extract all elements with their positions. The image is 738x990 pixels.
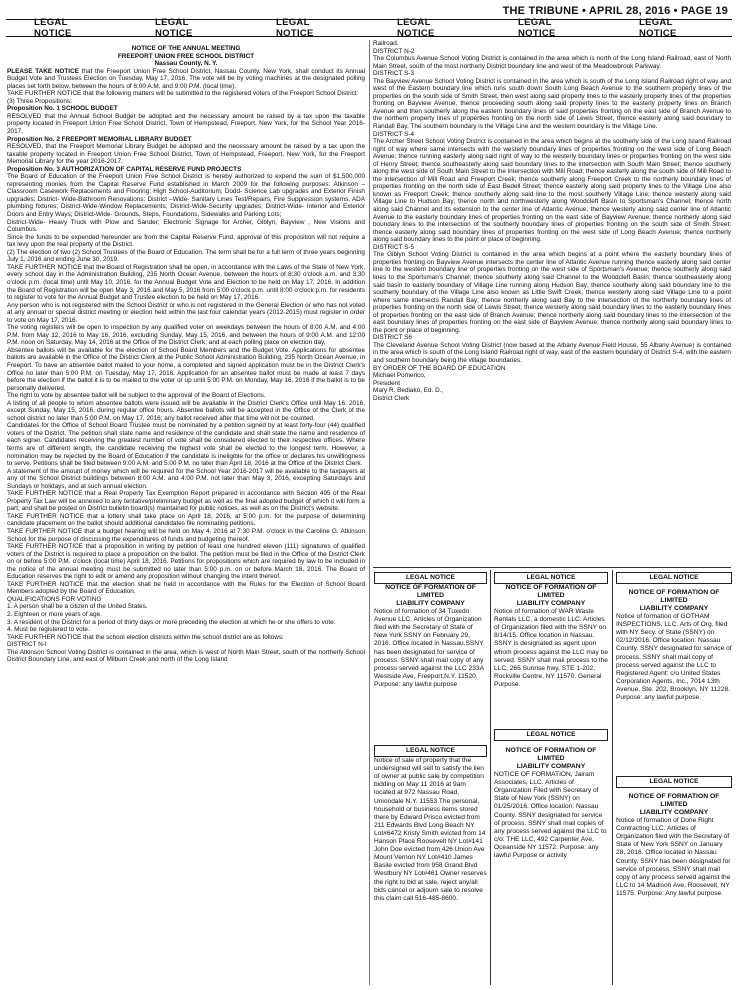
notice-body: Notice of formation of GOTHAM INSPECTIONS, LLC. Arts of Org. filed with NY Secy. of State (SSNY) on 02/12/2016. Office location: Nassau County. SSNY designated for service of process. SSNY shall mail copy of process served against the LLC to Registered Agent: c/o United States Corporation Agents, Inc., 7014 13th Avenue, Ste. 202, Brooklyn, NY 11228. Purpose: any lawful purpose.: [616, 613, 732, 702]
notice-paragraph: TAKE FURTHER NOTICE that the Board of Registration shall be open, in accordance with the Laws of the State of New York, every school day in the Administration Building, 235 North Ocean Avenue, between the hours of 8:30 o'clock a.m. and 3:30 o'clock p.m. (local time) until May 10, 2016, for the Annual Budget Vote and Election to be held on May 17, 2016. In addition the Board of Registration will be open May 3, 2016 and May 5, 2016 from 5:00 o'clock p.m. until 8:00 o'clock p.m. for residents to register to vote for the Annual Budget and Trustee election to be held on May 17, 2016.: [7, 263, 365, 302]
notice-paragraph: TAKE FURTHER NOTICE that a proposition in writing by petition of least one hundred eleven (111) signatures of qualified voters of the District is required to place a proposition on the ballot. The petition must be filed in the Office of the District Clerk on or before 5:00 P.M. o'clock (local time) April 18, 2016. Petitions for propositions which are required by law to be included in the notice of the annual meeting must be submitted no later than 5:00 p.m. on or before March 18, 2016. The Board of Education reserves the right to edit or amend any proposition without changing the intent thereof.: [7, 543, 365, 581]
notice-body: Notice of sale of property that the undersigned will sell to satisfy the lien of owner at public sale by competition bidding on May 11 2016 at 9am located at 972 Nassau Road, Uniondale N.Y. 11553 The personal, household or business items stored there by Edward Prisco evicted from 211 Edwards Blvd Long Beach NY Lot#6472 Kristy Smith evicted from 14 Hanson Place Roosevelt NY Lot#141 John Doe evicted from 426 Union Ave Mount Vernon NY Lot#410 James Basile evicted from 958 Grand Blvd Westbury NY Lot#461 Owner reserves the right to bid at sale, reject any/all bids cancel or adjourn sale to resolve this claim call 516-485-8600.: [374, 757, 487, 902]
notice-paragraph: Mary R. Bediako, Ed. D.,: [373, 387, 444, 395]
notice-title: NOTICE OF FORMATION OF LIMITED: [505, 747, 597, 763]
notice-paragraph: DISTRICT S-5: [373, 243, 415, 251]
notice-subheading: FREEPORT UNION FREE SCHOOL DISTRICT: [117, 52, 255, 60]
legal-notice-llc-34-tuxedo: [374, 572, 487, 737]
notice-paragraph: Candidates for the Office of School Board Trustee must be nominated by a petition signed by at least forty-four (44) qualified voters of the District. The petition shall state name and residence of the candidate and shall state the name and residence of each signer. Candidates receiving the greatest number of vote shall be considered elected to their respective offices. Where terms are of different length, the candidate receiving the highest vote shall be elected to the longest term. However, a nomination may be rejected by the Board of Education if the candidate is ineligible for the office or declares his unwillingness to serve. Petitions shall be filed between 9:00 A.M. and 5:00 P.M. no later than April 18, 2016 at the Office of the District Clerk.: [7, 422, 365, 468]
notice-paragraph: Since the funds to be expended hereunder are from the Capital Reserve Fund, approval of this proposition will not require a tax levy upon the real property of the District.: [7, 233, 365, 249]
notice-title: LIABILITY COMPANY: [639, 809, 709, 817]
notice-paragraph: TAKE FURTHER NOTICE that the school election districts within the school district are as follows:: [7, 633, 284, 641]
legal-notice-jairam: [494, 729, 608, 939]
notice-paragraph: The Cleveland Avenue School Voting District (now based at the Albany Avenue Field House, 55 Albany Avenue) is contained in the area which is south of the Long Island Railroad right of way, east of the eastern boundary of District S-4, with the eastern and southern boundary being the village boundaries.: [373, 341, 731, 364]
notice-paragraph: The Columbus Avenue School Voting District is contained in the area which is north of the Long Island Railroad, east of North Main Street, south of the most northerly District boundary line and west of the Meadowbrook Parkway.: [373, 55, 731, 70]
notice-paragraph: President: [373, 379, 400, 387]
notice-paragraph: DISTRICT N-I: [7, 641, 47, 649]
notice-paragraph: DISTRICT S6: [373, 334, 412, 342]
notice-paragraph: Absentee ballots will be available for the election of School Board Members and the Budget Vote. Applications for absentee ballots are available in the Office of the District Clerk at the Public School Administration Building, 235 North Ocean Avenue, in Freeport. To have an absentee ballot mailed to your home, a completed and signed application must be in the District Clerk's Office no later than 5:00 P.M. on Tuesday, May 17, 2016. Application for an absentee ballot must be made at least 7 days before the election if the ballot it is to be mailed to the voter or up until 5:00 P.M. on Monday, May 16, 2016 if the ballot is to be personally delivered.: [7, 346, 365, 392]
notice-body: NOTICE OF FORMATION, Jairam Associates, LLC. Articles of Organization Filed with Secretary of State of New York (SSNY) on 01/25/2016. Office location: Nassau County. SSNY designated for service of process. SSNY shall mail copies of any process served against the LLC to c/o: THE LLC, 492 Carpenter Ave, Oceanside NY 11572. Purpose: any lawful Purpose or activity: [494, 771, 607, 860]
notice-paragraph: QUALIFICATIONS FOR VOTING: [7, 595, 102, 603]
notice-body-left: [7, 68, 365, 664]
notice-paragraph: The Archer Street School Voting District is contained in the area which begins at the southerly side of the Long Island Railroad right of way where same intersects with the westerly boundary lines of properties fronting on the west side of Long Beach Avenue; thence running easterly along said right of way to the westerly boundary lines or properties fronting on the west side of Henry Street; thence southeasterly along said boundary lines to the intersection with South Main Street; thence southerly along the west side of South Main Street to the intersection with Mill Road; thence easterly along the south side of Mill Road to the intersection of Mill Road and Freeport Creek; thence southerly along Freeport Creek to the northerly boundary lines of properties fronting on the north side of East Bedell Street; thence easterly along said property lines to the Village Line also known as Freeport Creek; thence southerly along said line to the most southerly Village Line; thence westerly along said Village Line to Hudson Bay; thence north and northwesterly along Woodcleft Basin to Sportsman's Channel; thence north along said Channel and its extension to the center line of Atlantic Avenue; thence westerly along said center line of Atlantic Avenue to the easterly boundary lines of properties fronting on the east side of Bayview Avenue; thence northerly along said boundary lines to the intersection of the southerly boundary lines of properties fronting on the south side of Smith Street; thence easterly along said boundary lines of properties fronting on the west side of Long Beach Avenue; thence northerly along said boundary lines to the point or place of beginning.: [373, 138, 731, 244]
notice-body-right: [373, 40, 731, 402]
header-label: LEGAL NOTICE: [397, 17, 435, 39]
annual-meeting-notice-right: [373, 40, 731, 565]
legal-notice-sale-of-property: [374, 745, 487, 985]
notice-body: Notice of formation of Done Right Contracting LLC. Articles of Organization filed with the Secretary of State of New York SSNY on January 28, 2016. Office located in Nassau County. SSNY has been designated for service of process. SSNY shall mail copy of any process served against the LLC to 14 Madison Ave, Roosevelt, NY 11575. Purpose: Any lawful purpose.: [616, 817, 731, 897]
notice-paragraph: The right to vote by absentee ballot will be subject to the approval of the Board of Elections.: [7, 392, 266, 400]
notice-paragraph: Railroad.: [373, 40, 399, 47]
legal-notice-label: LEGAL NOTICE: [494, 729, 608, 741]
notice-paragraph: A listing of all people to whom absentee ballots were issued will be available in the District Clerk's Office until May 16, 2016, except Sunday, May 15, 2016, during regular office hours. Absentee ballots will be accepted in the Office of the Clerk of the school district no later than 5:00 P.M. on May 17, 2016; any ballot received after that time will not be counted.: [7, 399, 365, 422]
notice-paragraph: Any person who is not registered with the School District or who is not registered in the General Election or who has not voted at any annual or special district meeting or election held within the last four calendar years (2012-2015) must register in order to vote on May 17, 2016.: [7, 301, 365, 324]
column-divider: [369, 40, 370, 985]
legal-notice-gotham: [616, 572, 732, 760]
header-label: LEGAL NOTICE: [639, 17, 677, 39]
notice-paragraph: Michael Pomerico,: [373, 372, 426, 380]
header-label: LEGAL NOTICE: [34, 17, 72, 39]
notice-body: Notice of formation of WAR Waste Rentals LLC, a domestic LLC. Articles of Organization filed with the SSNY on 8/14/15. Office location in Nassau. SSNY is designated as agent upon whom process against the LLC may be served. SSNY shall mail process to the LLC, 265 Sunrise hwy, STE 1-202, Rockville Centre, NY 11570. General Purpose.: [494, 608, 608, 688]
notice-title: NOTICE OF FORMATION OF LIMITED: [385, 584, 476, 600]
notice-paragraph: (2) The election of two (2) School Trustees of the Board of Education. The term shall be for a full term of three years beginning July 1, 2016 and ending June 30, 2019.: [7, 248, 365, 264]
header-label: LEGAL NOTICE: [518, 17, 556, 39]
column-divider: [490, 570, 491, 985]
notice-paragraph: Proposition No. 1 SCHOOL BUDGET: [7, 105, 118, 113]
notice-paragraph: RESOLVED, that the Freeport Memorial Library Budget be adopted and the necessary amount be raised by a tax upon the taxable property located in Freeport Union Free School District, Town of Hempstead, Freeport, New York, for the Freeport Memorial Library for the year 2016-2017.: [7, 143, 365, 166]
notice-paragraph: DISTRICT S-3: [373, 70, 415, 78]
notice-title: LIABILITY COMPANY: [516, 600, 586, 608]
notice-paragraph: TAKE FURTHER NOTICE that a lottery shall take place on April 18, 2016, at 5:00 p.m. for the purpose of determining candidate placement on the ballot should additional candidates file nominating petitions.: [7, 512, 365, 528]
notice-title: NOTICE OF FORMATION OF LIMITED: [505, 584, 597, 600]
legal-notice-label: LEGAL NOTICE: [616, 572, 732, 584]
notice-paragraph: Proposition No. 3 AUTHORIZATION OF CAPITAL RESERVE FUND PROJECTS: [7, 165, 242, 173]
lead-in: PLEASE TAKE NOTICE: [7, 67, 79, 75]
notice-location: Nassau County, N. Y.: [154, 60, 218, 68]
notice-paragraph: RESOLVED that the Annual School Budget be adopted and the necessary amount be raised by a tax upon the taxable property located in Freeport Union Free School District, Town of Hempstead, Freeport, New York, for the School Year 2016-2017.: [7, 112, 365, 136]
notice-paragraph: TAKE FURTHER NOTICE that a Real Property Tax Exemption Report prepared in accordance with Section 495 of the Real Property Tax Law will be annexed to any tentative/preliminary budget as well as the final adopted budget of which it will form a part; and shall be posted on District bulletin board(s) maintained for public notices, as well as on the District's website.: [7, 490, 365, 513]
column-divider: [612, 570, 613, 985]
notice-paragraph: 2. Eighteen or more years of age.: [7, 611, 102, 619]
notice-paragraph: 1. A person shall be a citizen of the United States.: [7, 603, 148, 611]
notice-paragraph: 4. Must be registered to vote.: [7, 626, 90, 634]
notice-paragraph: 3. A resident of the District for a period of thirty days or more preceding the election at which he or she offers to vote.: [7, 618, 336, 626]
header-label: LEGAL NOTICE: [155, 17, 193, 39]
legal-notice-done-right: [616, 776, 732, 981]
masthead: THE TRIBUNE • APRIL 28, 2016 • PAGE 19: [502, 5, 728, 17]
annual-meeting-notice-left: [7, 45, 365, 985]
notice-paragraph: TAKE FURTHER NOTICE that a budget hearing will be held on May 4, 2016 at 7:30 P.M. o'clock in the Caroline G. Atkinson School for the purpose of discussing the expenditures of funds and budgeting thereof.: [7, 528, 365, 543]
notice-body: Notice of formation of 34 Tuxedo Avenue LLC. Articles of Organization filed with the Secretary of State of New York SSNY on February 29, 2016. Office located in Nassau.SSNY has been designated for service of process. SSNY shall mail copy of any process served against the LLC 233A Westside Ave, Freeport,N.Y. 11520. Purpose: any lawful purpose: [374, 608, 484, 688]
notice-paragraph: District Clerk: [373, 394, 410, 402]
notice-paragraph: BY ORDER OF THE BOARD OF EDUCATION: [373, 364, 506, 372]
notice-paragraph: The Bayview Avenue School Voting District is contained in the area which is south of the Long Island Railroad right of way and west of the Eastern boundary line which runs south down South Long Beach Avenue to the southern property lines of the properties on the south side of Smith Street, then west along said property lines to the easterly property lines of the properties fronting on Bayview Avenue, thence proceeding south along said property lines to the easterly property lines on Branch Avenue and then southerly along the eastern boundary lines of said properties fronting on the east side of Branch Avenue to the northern property lines of properties fronting on the north side of Lewis Street, thence easterly along said boundary to Randall Bay. The southern boundary is the Village Line and the western boundary is the Village Line.: [373, 77, 731, 131]
notice-heading: NOTICE OF THE ANNUAL MEETING: [131, 45, 241, 52]
notice-paragraph: DISTRICT N-2: [373, 47, 415, 55]
notice-paragraph: The Giblyn School Voting District is contained in the area which begins at a point where the easterly boundary lines of properties fronting on Bayview Avenue intersects the center line of Atlantic Avenue running thence easterly along said center line to the western boundary line of properties fronting on the west side of Sportsman's Avenue; thence southerly along said lines to the Sportsman's Channel; thence southerly along said Channel to the Woodcleft Basin; thence southeasterly along said basin to easterly boundary of Village Line running along Hudson Bay; thence southerly along said boundary line to the southerly boundary of the Village Line also known as Little Swift Creek; thence westerly along said Village Line to a point where same intersects Randall Bay; thence northerly along said Bay to the intersection of the northerly boundary lines of properties fronting on the north side of Lewis Street; thence westerly along said boundary lines to the easterly boundary lines of properties fronting on the east side of Branch Avenue; thence northerly along said boundary lines to the intersection of the east boundary lines of properties fronting on the east side of Bayview Avenue; thence northerly along said boundary lines to the point or place of beginning.: [373, 251, 731, 334]
notice-title: LIABILITY COMPANY: [396, 600, 465, 608]
notice-title: LIABILITY COMPANY: [639, 605, 709, 613]
notice-paragraph: PLEASE TAKE NOTICE that the Freeport Union Free School District, Nassau County, New York, shall conduct its Annual Budget Vote and Trustees Election on Tuesday, May 17, 2016. The vote will be by voting machines at the designated polling places set forth below, between the hours of 6:00 A.M. and 9:00 P.M. (local time).: [7, 67, 365, 90]
notice-title: LIABILITY COMPANY: [516, 763, 586, 771]
legal-notice-label: LEGAL NOTICE: [374, 572, 487, 584]
notice-paragraph: A statement of the amount of money which will be required for the School Year 2016-2017 will be available to the taxpayers at any of the School District buildings between 8:00 A.M. and 4:00 P.M. not later than May 3, 2016, excepting Saturdays and Sundays or holidays, and at such annual election.: [7, 467, 365, 490]
notice-paragraph: The Board of Education of the Freeport Union Free School District is hereby authorized to expend the sum of $1,500,000 representing monies from the Capital Reserve Fund established in March 2009 for the following purposes: Atkinson – Classroom Casework Replacements and Flooring; High School-Auditorium; Dodd- Science Lab upgrades and Exterior Finish upgrades; District- Wide-Bathroom Renovations; District –Wide- Sanitary Lines Test/Repairs, Fire Suppression systems, ADA plumbing fixtures; District-Wide-Window Replacements; District-Wide-Security upgrades; District-Wide- Interior and Exterior Doors and Entry Ways; District-Wide- Grounds, Steps, Foundations, Sidewalks and Parking Lots;: [7, 173, 365, 219]
legal-notice-header-bar: [6, 19, 732, 37]
section-divider: [373, 567, 731, 568]
header-label: LEGAL NOTICE: [276, 17, 314, 39]
legal-notice-label: LEGAL NOTICE: [494, 572, 608, 584]
notice-paragraph: TAKE FURTHER NOTICE that the following matters will be submitted to the registered voters of the Freeport School District:: [7, 90, 359, 98]
legal-notice-war-waste: [494, 572, 608, 722]
notice-title: NOTICE OF FORMATION OF LIMITED: [628, 793, 720, 809]
notice-paragraph: Proposition No. 2 FREEPORT MEMORIAL LIBRARY BUDGET: [7, 135, 192, 143]
legal-notice-label: LEGAL NOTICE: [374, 745, 487, 757]
notice-paragraph: DISTRICT S-4: [373, 130, 415, 138]
notice-paragraph: The Atkinson School Voting District is contained in the area, which is west of North Main Street, south of the northerly School District Boundary Line, and east of Milburn Creek and north of the Long Island: [7, 648, 365, 664]
notice-paragraph: (3) Three Propositions:: [7, 97, 72, 105]
notice-title: NOTICE OF FORMATION OF LIMITED: [628, 589, 720, 605]
notice-paragraph: District-Wide- Heavy Truck with Plow and Sander; Electronic Signage for Archer, Giblyn, Bayview , New Visions and Columbus.: [7, 218, 365, 234]
notice-paragraph: The voting registers will be open to inspection by any qualified voter on weekdays between the hours of 8:00 A.M. and 4:00 P.M. from May 12, 2016 to May 16, 2016, excluding Sunday, May 15, 2016, and between the hours of 9:00 A.M. and 12:00 P.M. noon on Saturday, May 14, 2016 at the Office of the District Clerk; and at each polling place on election day,: [7, 324, 365, 347]
legal-notice-label: LEGAL NOTICE: [616, 776, 732, 788]
notice-paragraph: TAKE FURTHER NOTICE that the election shall be held in accordance with the Rules for the Election of School Board Members adopted by the Board of Education.: [7, 580, 365, 596]
